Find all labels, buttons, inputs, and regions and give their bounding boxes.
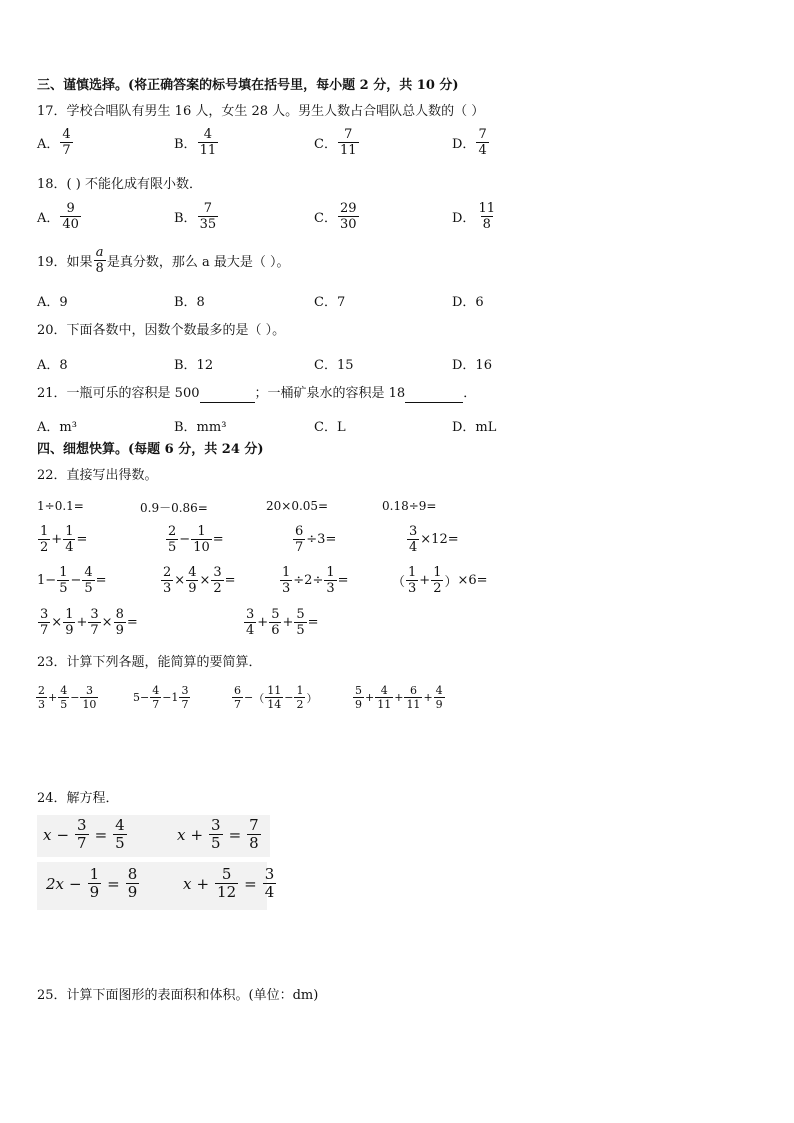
q23-item-3 [231, 685, 317, 710]
section3-heading: 三、谨慎选择。(将正确答案的标号填在括号里，每小题 2 分，共 10 分) [37, 78, 459, 93]
op: − [56, 825, 70, 844]
q19-option-c[interactable]: C．7 [314, 295, 346, 310]
frac-den: 14 [267, 698, 282, 711]
q23-text: 23．计算下列各题，能简算的要简算． [37, 655, 262, 670]
frac-num: 4 [380, 684, 388, 697]
frac-num: 3 [246, 607, 255, 622]
var: x [177, 825, 186, 844]
q23-item-4 [352, 685, 446, 710]
op: （ [392, 575, 406, 590]
q22-r2-item [165, 525, 224, 554]
num: 1 [37, 573, 46, 588]
frac-num: 3 [211, 816, 221, 834]
op: = [95, 573, 107, 588]
op: −1 [162, 691, 179, 704]
op: + [365, 691, 375, 704]
frac-num: 4 [203, 127, 212, 142]
q22-r2-item [37, 525, 87, 554]
frac-num: 7 [344, 127, 353, 142]
frac-num: 7 [249, 816, 259, 834]
q17-text: 17．学校合唱队有男生 16 人，女生 28 人。男生人数占合唱队总人数的（ ） [37, 104, 485, 119]
option-label: D． [452, 137, 476, 152]
op: ） [306, 691, 318, 705]
q19-option-b[interactable]: B．8 [174, 295, 205, 310]
var: 2x [46, 874, 65, 893]
frac-den: 5 [296, 623, 305, 638]
frac-num: 4 [435, 684, 443, 697]
frac-num: 9 [66, 201, 75, 216]
frac-den: 7 [234, 698, 241, 711]
frac-den: 10 [82, 698, 97, 711]
frac-den: 3 [408, 581, 417, 596]
frac-num: 4 [60, 684, 68, 697]
frac-den: 9 [89, 883, 100, 901]
frac-num: 1 [197, 524, 206, 539]
op: + [51, 532, 63, 547]
frac-den: 6 [271, 623, 280, 638]
frac-den: 9 [65, 623, 74, 638]
frac-num: 8 [115, 607, 124, 622]
frac-num: 1 [40, 524, 49, 539]
frac-num: 5 [296, 607, 305, 622]
option-label: D． [452, 211, 476, 226]
op: = [244, 874, 257, 893]
frac-num: 3 [409, 524, 418, 539]
frac-num: 4 [84, 565, 93, 580]
q18-option-d[interactable] [452, 202, 498, 231]
q18-text: 18．( ) 不能化成有限小数． [37, 177, 202, 192]
q22-r2-item [292, 525, 336, 554]
q22-r1-item: 20×0.05= [266, 499, 329, 513]
frac-num: 1 [59, 565, 68, 580]
q24-eq2 [177, 818, 262, 851]
q17-option-c[interactable] [314, 128, 360, 157]
op: − [70, 691, 80, 704]
op: × [199, 573, 211, 588]
q24-eq1 [43, 818, 128, 851]
op: − [70, 573, 82, 588]
op: + [48, 691, 58, 704]
op: − [45, 573, 57, 588]
frac-den: 11 [199, 143, 217, 158]
q23-item-1 [35, 685, 99, 710]
op: = [126, 615, 138, 630]
frac-den: 7 [181, 698, 189, 711]
q19-suffix: 是真分数，那么 a 最大是（ ）。 [106, 255, 290, 270]
frac-den: 30 [339, 217, 357, 232]
frac-num: 11 [267, 684, 282, 697]
op: ÷3= [306, 532, 337, 547]
frac-den: 7 [295, 540, 304, 555]
q22-r3-item [160, 566, 236, 595]
op: = [337, 573, 349, 588]
frac-den: 9 [127, 883, 138, 901]
q24-equations-bottom [37, 862, 275, 910]
q22-r3-item [279, 566, 349, 595]
op: = [107, 874, 120, 893]
frac-num: 4 [188, 565, 197, 580]
q24-eq3 [46, 867, 140, 900]
q22-r2-item [406, 525, 459, 554]
var: x [183, 874, 192, 893]
frac-den: 5 [168, 540, 177, 555]
frac-den: 5 [59, 581, 68, 596]
frac-den: 5 [115, 834, 125, 852]
frac-den: 8 [482, 217, 491, 232]
op: × [51, 615, 63, 630]
frac-den: 3 [38, 698, 45, 711]
op: + [76, 615, 88, 630]
frac-den: 7 [62, 143, 71, 158]
q20-option-d[interactable]: D．16 [452, 358, 492, 373]
frac-num: 1 [282, 565, 291, 580]
q20-option-a[interactable]: A．8 [37, 358, 68, 373]
q23-item-2 [133, 685, 191, 710]
frac-num: 3 [85, 684, 93, 697]
q19-option-a[interactable]: A．9 [37, 295, 68, 310]
frac-den: 9 [435, 698, 443, 711]
frac-den: 8 [95, 261, 104, 276]
q22-r4-item [243, 608, 319, 637]
q21-text-a: 21．一瓶可乐的容积是 500 [37, 386, 200, 401]
q22-r1-item: 1÷0.1= [37, 499, 84, 513]
frac-den: 4 [409, 540, 418, 555]
q18-option-b[interactable] [174, 202, 219, 231]
op: = [307, 615, 319, 630]
frac-den: 12 [217, 883, 237, 901]
op: × [101, 615, 113, 630]
q22-r3-item [37, 566, 107, 595]
q24-eq4 [183, 867, 277, 900]
frac-num: 5 [221, 865, 232, 883]
frac-den: 2 [213, 581, 222, 596]
frac-num: 3 [213, 565, 222, 580]
frac-den: 5 [84, 581, 93, 596]
frac-num: 6 [234, 684, 241, 697]
frac-den: 2 [296, 698, 304, 711]
op: = [228, 825, 242, 844]
op: − [69, 874, 82, 893]
frac-den: 11 [377, 698, 392, 711]
frac-num: 1 [65, 524, 74, 539]
frac-den: 3 [163, 581, 172, 596]
frac-den: 7 [152, 698, 160, 711]
op: + [419, 573, 431, 588]
q18-option-c[interactable] [314, 202, 360, 231]
frac-num: 6 [409, 684, 417, 697]
q19-prefix: 19．如果 [37, 255, 93, 270]
frac-num: 6 [295, 524, 304, 539]
frac-num: 7 [203, 201, 212, 216]
frac-den: 4 [246, 623, 255, 638]
q24-text: 24．解方程． [37, 791, 119, 806]
q21-option-c[interactable]: C．L [314, 420, 346, 435]
frac-den: 2 [40, 540, 49, 555]
frac-num: 1 [296, 684, 304, 697]
op: ÷2÷ [293, 573, 324, 588]
frac-num: 1 [433, 565, 442, 580]
op: + [282, 615, 294, 630]
op: + [394, 691, 404, 704]
frac-num: 7 [478, 127, 487, 142]
q24-equations-top [37, 815, 270, 857]
q22-r1-item: 0.18÷9= [382, 499, 437, 513]
q19-text [37, 246, 289, 275]
frac-num: 2 [163, 565, 172, 580]
option-label: B． [174, 137, 197, 152]
section4-heading: 四、细想快算。(每题 6 分，共 24 分) [37, 442, 264, 457]
q18-option-a[interactable] [37, 202, 82, 231]
frac-den: 7 [40, 623, 49, 638]
frac-den: 11 [339, 143, 357, 158]
q21-option-d[interactable]: D．mL [452, 420, 497, 435]
frac-num: 1 [326, 565, 335, 580]
var: x [43, 825, 52, 844]
op: = [212, 532, 224, 547]
op: + [190, 825, 204, 844]
frac-num: 11 [478, 201, 495, 216]
q21-option-a[interactable]: A．m³ [37, 420, 77, 435]
q22-r3-item [392, 566, 488, 595]
frac-num: 3 [90, 607, 99, 622]
option-label: A． [37, 211, 60, 226]
frac-den: 10 [193, 540, 210, 555]
frac-den: 11 [406, 698, 421, 711]
frac-den: 9 [355, 698, 362, 711]
frac-num: 2 [168, 524, 177, 539]
q17-option-a[interactable] [37, 128, 74, 157]
frac-den: 2 [433, 581, 442, 596]
frac-den: 5 [60, 698, 68, 711]
q20-text: 20．下面各数中，因数个数最多的是（ ）。 [37, 323, 286, 338]
op: + [257, 615, 269, 630]
frac-num: 4 [62, 127, 71, 142]
option-label: C． [314, 211, 337, 226]
frac-den: 4 [264, 883, 275, 901]
q21-text [37, 386, 476, 403]
op: 5− [133, 691, 150, 704]
op: ×6= [457, 573, 488, 588]
frac-num: 3 [40, 607, 49, 622]
frac-num: 3 [264, 865, 275, 883]
frac-den: 5 [211, 834, 221, 852]
op: − [284, 691, 294, 704]
frac-num: 5 [355, 684, 362, 697]
q20-option-c[interactable]: C．15 [314, 358, 354, 373]
frac-num: 29 [339, 201, 357, 216]
frac-num: 4 [152, 684, 160, 697]
frac-num: 1 [408, 565, 417, 580]
frac-den: 4 [65, 540, 74, 555]
frac-den: 4 [478, 143, 487, 158]
frac-num: 3 [181, 684, 189, 697]
op: + [423, 691, 433, 704]
frac-den: 40 [62, 217, 79, 232]
q21-text-c: ． [463, 386, 477, 401]
frac-den: 9 [115, 623, 124, 638]
frac-den: 7 [90, 623, 99, 638]
frac-den: 8 [249, 834, 259, 852]
q22-text: 22．直接写出得数。 [37, 468, 158, 483]
option-label: B． [174, 211, 197, 226]
q22-r4-item [37, 608, 138, 637]
op: ×12= [420, 532, 459, 547]
op: + [196, 874, 210, 893]
frac-den: 3 [326, 581, 335, 596]
frac-num: 1 [89, 865, 100, 883]
frac-num: 1 [65, 607, 74, 622]
frac-den: 3 [282, 581, 291, 596]
frac-num: 8 [127, 865, 138, 883]
q25-text: 25．计算下面图形的表面积和体积。(单位：dm) [37, 988, 319, 1003]
op: = [76, 532, 88, 547]
q21-text-b: ；一桶矿泉水的容积是 18 [254, 386, 406, 401]
op: − [179, 532, 191, 547]
frac-den: 7 [77, 834, 87, 852]
op: − [244, 691, 254, 704]
q21-blank-2[interactable] [405, 386, 463, 403]
op: × [174, 573, 186, 588]
q19-option-d[interactable]: D．6 [452, 295, 484, 310]
q21-option-b[interactable]: B．mm³ [174, 420, 227, 435]
option-label: C． [314, 137, 337, 152]
q17-option-b[interactable] [174, 128, 219, 157]
op: = [94, 825, 108, 844]
q17-option-d[interactable] [452, 128, 490, 157]
q21-blank-1[interactable] [200, 386, 255, 403]
op: （ [253, 691, 265, 705]
frac-num: a [95, 245, 104, 260]
frac-num: 2 [38, 684, 45, 697]
q20-option-b[interactable]: B．12 [174, 358, 214, 373]
frac-num: 3 [77, 816, 87, 834]
option-label: A． [37, 137, 60, 152]
frac-den: 9 [188, 581, 197, 596]
frac-den: 35 [199, 217, 217, 232]
op: ） [444, 575, 458, 590]
frac-num: 5 [271, 607, 280, 622]
op: = [224, 573, 236, 588]
q22-r1-item: 0.9－0.86= [140, 501, 208, 515]
frac-num: 4 [115, 816, 125, 834]
